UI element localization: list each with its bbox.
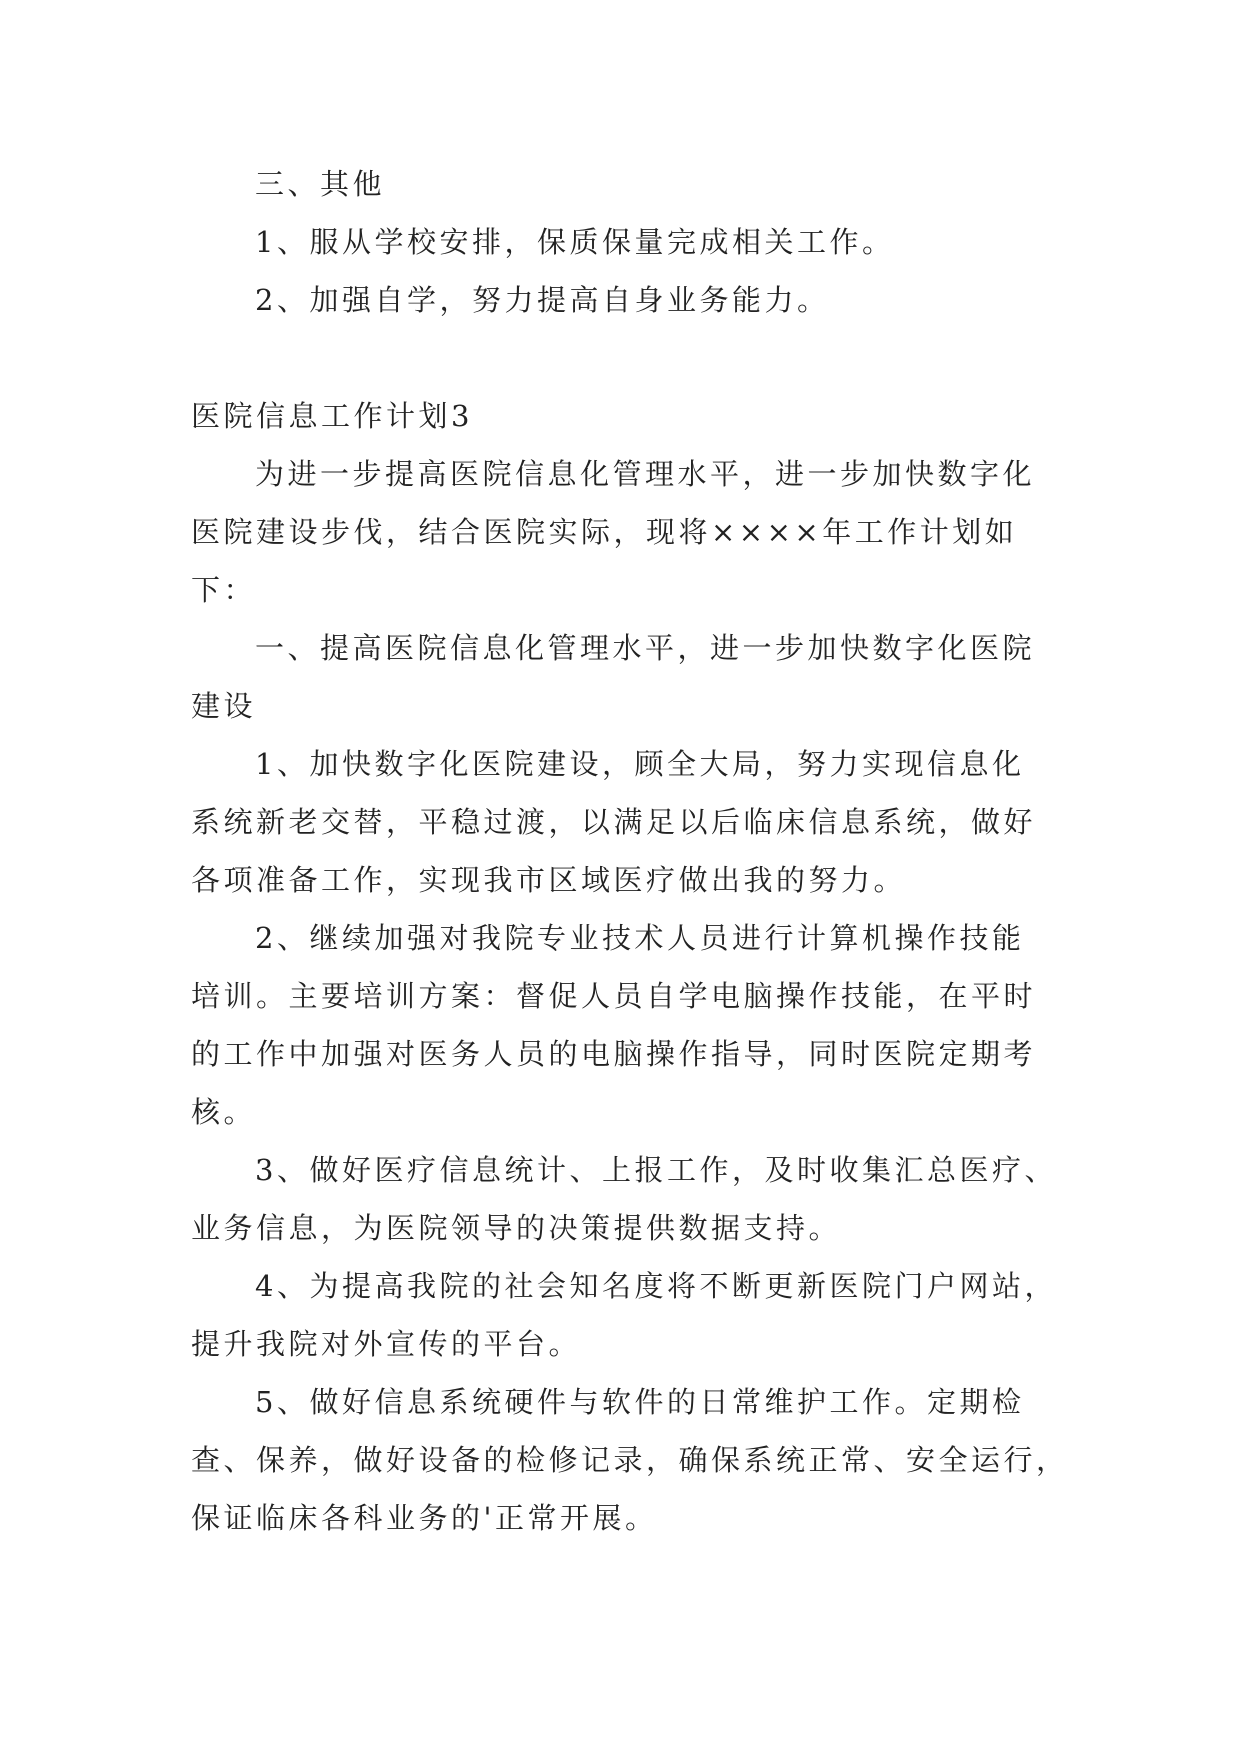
item5-line-2: 查、保养，做好设备的检修记录，确保系统正常、安全运行，: [191, 1443, 1069, 1477]
intro-line-2: 医院建设步伐，结合医院实际，现将××××年工作计划如: [191, 515, 1018, 549]
document-body: [191, 155, 1071, 1547]
item3-line-1: 3、做好医疗信息统计、上报工作，及时收集汇总医疗、: [255, 1153, 1057, 1187]
item2-line-2: 培训。主要培训方案：督促人员自学电脑操作技能，在平时: [191, 979, 1037, 1013]
item4-line-1: 4、为提高我院的社会知名度将不断更新医院门户网站，: [255, 1269, 1057, 1303]
item1-line-2: 系统新老交替，平稳过渡，以满足以后临床信息系统，做好: [191, 805, 1037, 839]
section-spacer: [191, 329, 1071, 387]
item1-line-1: 1、加快数字化医院建设，顾全大局，努力实现信息化: [255, 747, 1025, 781]
item5-line-3: 保证临床各科业务的'正常开展。: [191, 1501, 658, 1535]
section1-heading-line-2: 建设: [191, 689, 257, 723]
item2-line-3: 的工作中加强对医务人员的电脑操作指导，同时医院定期考: [191, 1037, 1037, 1071]
document-title: 医院信息工作计划3: [191, 399, 473, 433]
intro-line-3: 下：: [191, 573, 257, 607]
item2-line-4: 核。: [191, 1095, 257, 1129]
intro-line-1: 为进一步提高医院信息化管理水平，进一步加快数字化: [255, 457, 1036, 491]
section1-heading-line-1: 一、提高医院信息化管理水平，进一步加快数字化医院: [255, 631, 1036, 665]
item5-line-1: 5、做好信息系统硬件与软件的日常维护工作。定期检: [255, 1385, 1025, 1419]
section-heading-other: 三、其他: [255, 167, 386, 201]
item1-line-3: 各项准备工作，实现我市区域医疗做出我的努力。: [191, 863, 907, 897]
item3-line-2: 业务信息，为医院领导的决策提供数据支持。: [191, 1211, 842, 1245]
item2-line-1: 2、继续加强对我院专业技术人员进行计算机操作技能: [255, 921, 1025, 955]
paragraph-item-1: 1、服从学校安排，保质保量完成相关工作。: [255, 225, 895, 259]
paragraph-item-2: 2、加强自学，努力提高自身业务能力。: [255, 283, 830, 317]
item4-line-2: 提升我院对外宣传的平台。: [191, 1327, 582, 1361]
